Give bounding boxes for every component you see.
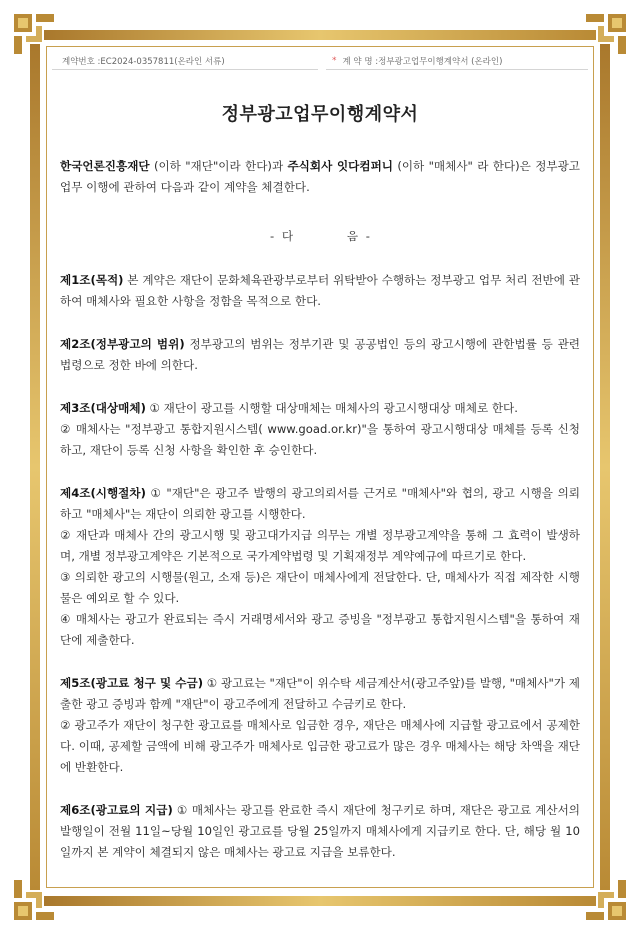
article-heading: 제2조(정부광고의 범위) bbox=[60, 337, 185, 351]
contract-name-value: 정부광고업무이행계약서 (온라인) bbox=[378, 56, 503, 67]
contract-body bbox=[60, 100, 580, 885]
article-3 bbox=[60, 398, 580, 461]
dagum-right: 음 - bbox=[346, 229, 370, 243]
party-b-name: 주식회사 잇다컴퍼니 bbox=[287, 159, 393, 173]
article-clause: ④ 매체사는 광고가 완료되는 즉시 거래명세서와 광고 증빙을 "정부광고 통합지원시스템"을 통하여 재단에 제출한다. bbox=[60, 612, 580, 647]
required-mark: * bbox=[332, 55, 337, 66]
contract-name-label: 계 약 명 : bbox=[342, 56, 379, 67]
article-clause: ② 광고주가 재단이 청구한 광고료를 매체사로 입금한 경우, 재단은 매체사에 지급할 광고료에서 공제한다. 이때, 공제할 금액에 비해 광고주가 매체사로 입금한 광고료가 많은 경우 매체사는 해당 차액을 재단에 반환한다. bbox=[60, 718, 580, 774]
article-2 bbox=[60, 334, 580, 376]
frame-band-right bbox=[600, 44, 610, 890]
article-text: 정부광고의 범위는 정부기관 및 공공법인 등의 광고시행에 관한법률 등 관련 법령으로 정한 바에 의한다. bbox=[60, 337, 581, 372]
article-6 bbox=[60, 800, 580, 863]
intro-text-b: (이하 "매체사" 라 한다)은 정부광고업무 이행에 관하여 다음과 같이 계약을 체결한다. bbox=[60, 159, 580, 194]
corner-ornament-icon bbox=[14, 14, 54, 54]
article-5 bbox=[60, 673, 580, 778]
article-heading: 제4조(시행절차) bbox=[60, 486, 146, 500]
article-text: ① 매체사는 광고를 완료한 즉시 재단에 청구키로 하며, 재단은 광고료 계산서의 발행일이 전월 11일~당월 10일인 광고료를 당월 25일까지 매체사에게 지급키로 한다. 단, 해당 월 10일까지 본 계약이 체결되지 않은 매체사는 광고료 지급을 보류한다. bbox=[60, 803, 580, 859]
article-clause: ② 재단과 매체사 간의 광고시행 및 광고대가지급 의무는 개별 정부광고계약을 통해 그 효력이 발생하며, 개별 정부광고계약은 기본적으로 국가계약법령 및 기획재정부 계약예규에 따르기로 한다. bbox=[60, 528, 580, 563]
party-a-name: 한국언론진흥재단 bbox=[60, 159, 150, 173]
section-divider-dagum bbox=[60, 228, 580, 244]
contract-number-label: 계약번호 : bbox=[62, 56, 101, 67]
article-text: ① 광고료는 "재단"이 위수탁 세금계산서(광고주앞)를 발행, "매체사"가 제출한 광고 증빙과 함께 "재단"이 광고주에게 전달하고 수금키로 한다. bbox=[60, 676, 580, 711]
article-heading: 제5조(광고료 청구 및 수금) bbox=[60, 676, 203, 690]
article-heading: 제1조(목적) bbox=[60, 273, 124, 287]
frame-band-bottom bbox=[44, 896, 596, 906]
article-text: 본 계약은 재단이 문화체육관광부로부터 위탁받아 수행하는 정부광고 업무 처리 전반에 관하여 매체사와 필요한 사항을 정함을 목적으로 한다. bbox=[60, 273, 580, 308]
intro-text-a: (이하 "재단"이라 한다)과 bbox=[149, 159, 288, 173]
contract-name-field bbox=[326, 52, 588, 70]
intro-paragraph bbox=[60, 156, 580, 198]
article-heading: 제6조(광고료의 지급) bbox=[60, 803, 173, 817]
frame-band-left bbox=[30, 44, 40, 890]
frame-band-top bbox=[44, 30, 596, 40]
article-1 bbox=[60, 270, 580, 312]
dagum-left: - 다 bbox=[270, 229, 294, 243]
article-heading: 제3조(대상매체) bbox=[60, 401, 146, 415]
contract-number-value: EC2024-0357811(온라인 서류) bbox=[100, 56, 225, 67]
article-text: ① 재단이 광고를 시행할 대상매체는 매체사의 광고시행대상 매체로 한다. bbox=[145, 401, 518, 415]
corner-ornament-icon bbox=[14, 880, 54, 920]
contract-number-field bbox=[52, 52, 318, 70]
document-title: 정부광고업무이행계약서 bbox=[221, 104, 419, 125]
contract-meta-bar bbox=[52, 52, 588, 70]
article-text: ① "재단"은 광고주 발행의 광고의뢰서를 근거로 "매체사"와 협의, 광고 시행을 의뢰하고 "매체사"는 재단이 의뢰한 광고를 시행한다. bbox=[60, 486, 580, 521]
article-clause: ② 매체사는 "정부광고 통합지원시스템( www.goad.or.kr)"을 통하여 광고시행대상 매체를 등록 신청하고, 재단이 등록 신청 사항을 확인한 후 승인한다. bbox=[60, 422, 580, 457]
corner-ornament-icon bbox=[586, 880, 626, 920]
article-clause: ③ 의뢰한 광고의 시행물(원고, 소재 등)은 재단이 매체사에게 전달한다. 단, 매체사가 직접 제작한 시행물은 예외로 할 수 있다. bbox=[60, 570, 580, 605]
corner-ornament-icon bbox=[586, 14, 626, 54]
article-4 bbox=[60, 483, 580, 651]
